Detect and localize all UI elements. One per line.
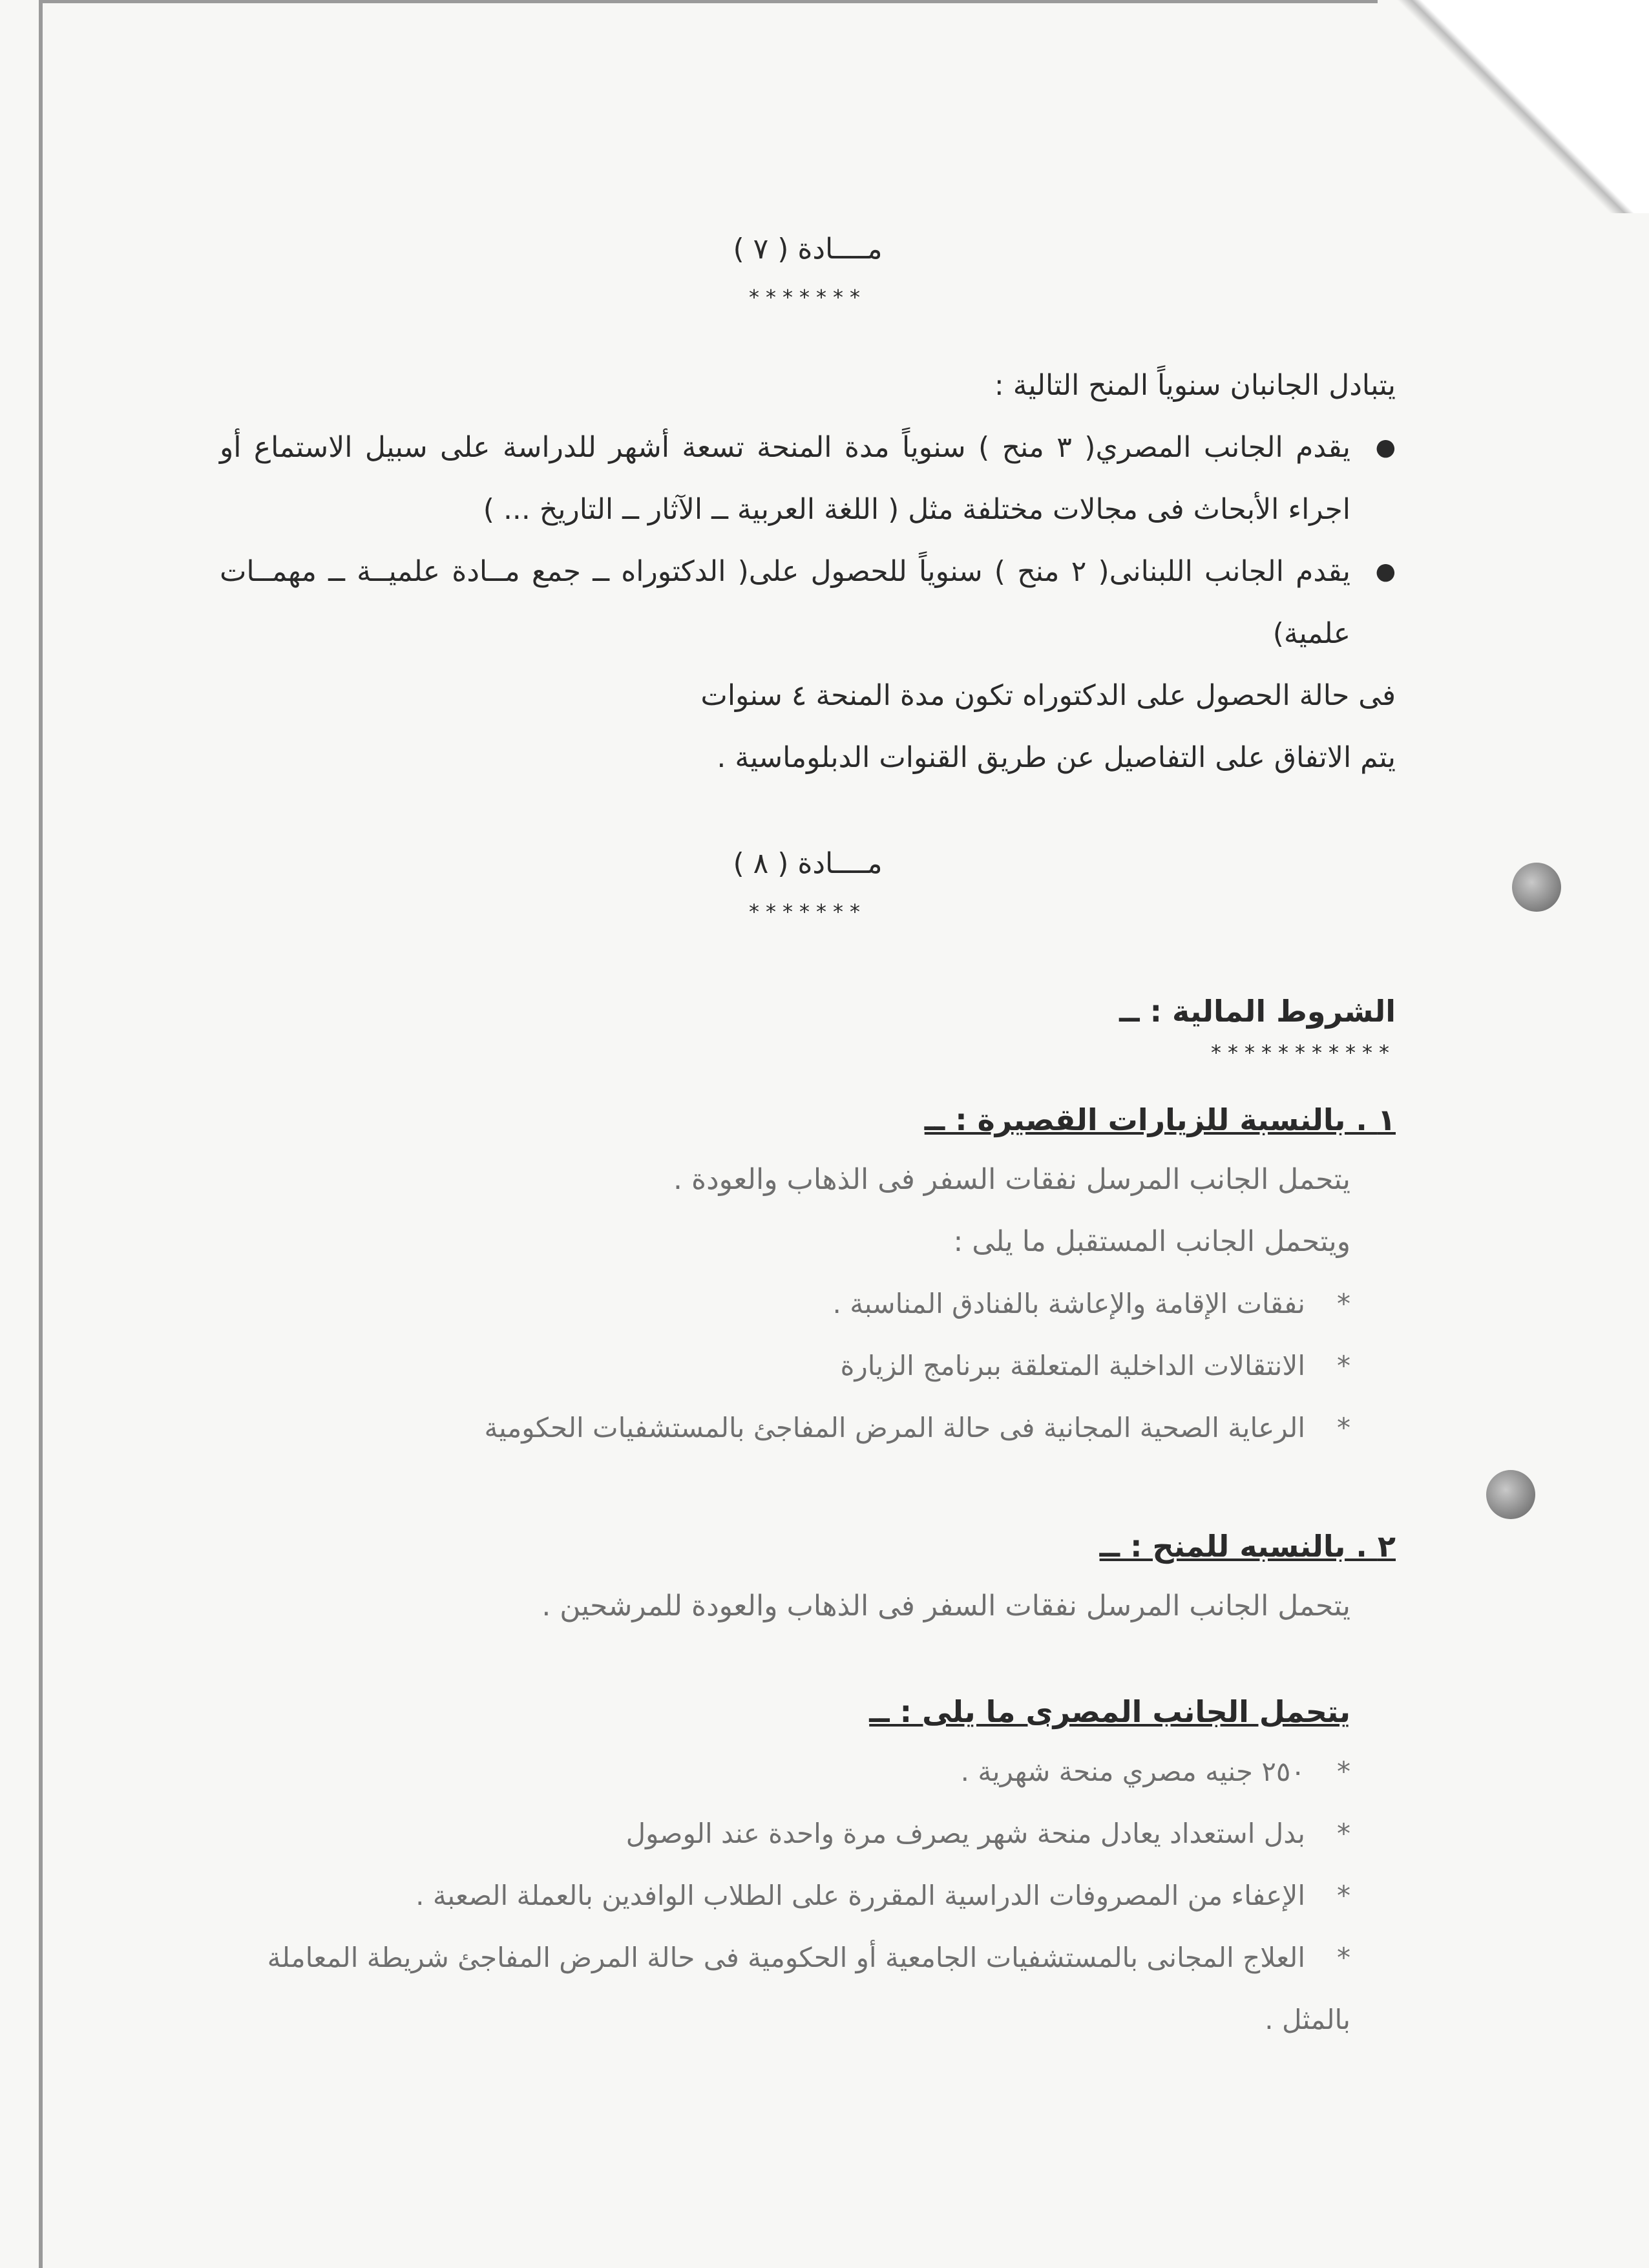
article-7-bullet-lebanon [220,541,1396,665]
asterisk-icon: * [1337,1350,1350,1381]
page-edge-top [39,0,1383,3]
egypt-item-3: الإعفاء من المصروفات الدراسية المقررة على الطلاب الوافدين بالعملة الصعبة . [415,1880,1305,1911]
grants-heading: ٢ . بالنسبه للمنح : ــ [1099,1529,1396,1564]
article-7-phd-duration: فى حالة الحصول على الدكتوراه تكون مدة المنحة ٤ سنوات [700,679,1396,712]
financial-terms-title: الشروط المالية : ــ [1119,994,1396,1029]
page-edge-left [39,0,43,2268]
bullet-icon: ● [1375,558,1396,585]
egypt-item-2: بدل استعداد يعادل منحة شهر يصرف مرة واحدة عند الوصول [625,1818,1305,1849]
egypt-item-1: ٢٥٠ جنيه مصري منحة شهرية . [960,1756,1305,1787]
short-visit-item-2: الانتقالات الداخلية المتعلقة ببرنامج الزيارة [840,1350,1305,1381]
list-item [220,1741,1396,1803]
short-visits-receiver: ويتحمل الجانب المستقبل ما يلى : [953,1225,1350,1258]
folded-corner [1378,0,1649,213]
bullet-icon: ● [1375,434,1396,461]
list-item [220,1865,1396,1927]
financial-terms-stars: *********** [1211,1040,1396,1065]
asterisk-icon: * [1337,1880,1350,1911]
short-visit-item-1: نفقات الإقامة والإعاشة بالفنادق المناسبة . [832,1288,1305,1319]
asterisk-icon: * [1337,1756,1350,1787]
egypt-item-4: العلاج المجانى بالمستشفيات الجامعية أو الحكومية فى حالة المرض المفاجئ شريطة المعاملة بالمثل . [267,1942,1350,2035]
punch-hole-top [1512,863,1561,912]
document-body [220,233,1396,2051]
asterisk-icon: * [1337,1818,1350,1849]
list-item [220,1273,1396,1335]
article-7-bullet-lebanon-text: يقدم الجانب اللبنانى( ٢ منح ) سنوياً للحصول على( الدكتوراه ــ جمع مــادة علميــة ــ مهمــات علمية) [220,555,1351,650]
article-8-title: مــــادة ( ٨ ) [733,847,883,880]
asterisk-icon: * [1337,1942,1350,1973]
list-item [220,1803,1396,1865]
article-7-bullet-egypt-text: يقدم الجانب المصري( ٣ منح ) سنوياً مدة المنحة تسعة أشهر للدراسة على سبيل الاستماع أو اجراء الأبحاث فى مجالات مختلفة مثل ( اللغة العربية ــ الآثار ــ التاريخ ... ) [220,431,1350,526]
punch-hole-bottom [1486,1470,1535,1519]
asterisk-icon: * [1337,1412,1350,1444]
short-visits-heading: ١ . بالنسبة للزيارات القصيرة : ــ [924,1102,1396,1137]
list-item [220,1927,1396,2051]
short-visit-item-3: الرعاية الصحية المجانية فى حالة المرض المفاجئ بالمستشفيات الحكومية [484,1412,1305,1444]
short-visits-sender: يتحمل الجانب المرسل نفقات السفر فى الذهاب والعودة . [673,1163,1350,1196]
article-7-agreement: يتم الاتفاق على التفاصيل عن طريق القنوات الدبلوماسية . [717,741,1396,774]
asterisk-icon: * [1337,1288,1350,1319]
article-8-stars: ******* [749,899,867,924]
list-item [220,1335,1396,1397]
article-7-bullet-egypt [220,417,1396,541]
article-7-title: مــــادة ( ٧ ) [733,233,883,266]
article-7-stars: ******* [749,285,867,310]
article-7-intro: يتبادل الجانبان سنوياً المنح التالية : [994,369,1396,402]
list-item [220,1397,1396,1459]
egypt-obligations-heading: يتحمل الجانب المصرى ما يلى : ــ [869,1694,1350,1729]
grants-sender: يتحمل الجانب المرسل نفقات السفر فى الذهاب والعودة للمرشحين . [541,1590,1350,1622]
